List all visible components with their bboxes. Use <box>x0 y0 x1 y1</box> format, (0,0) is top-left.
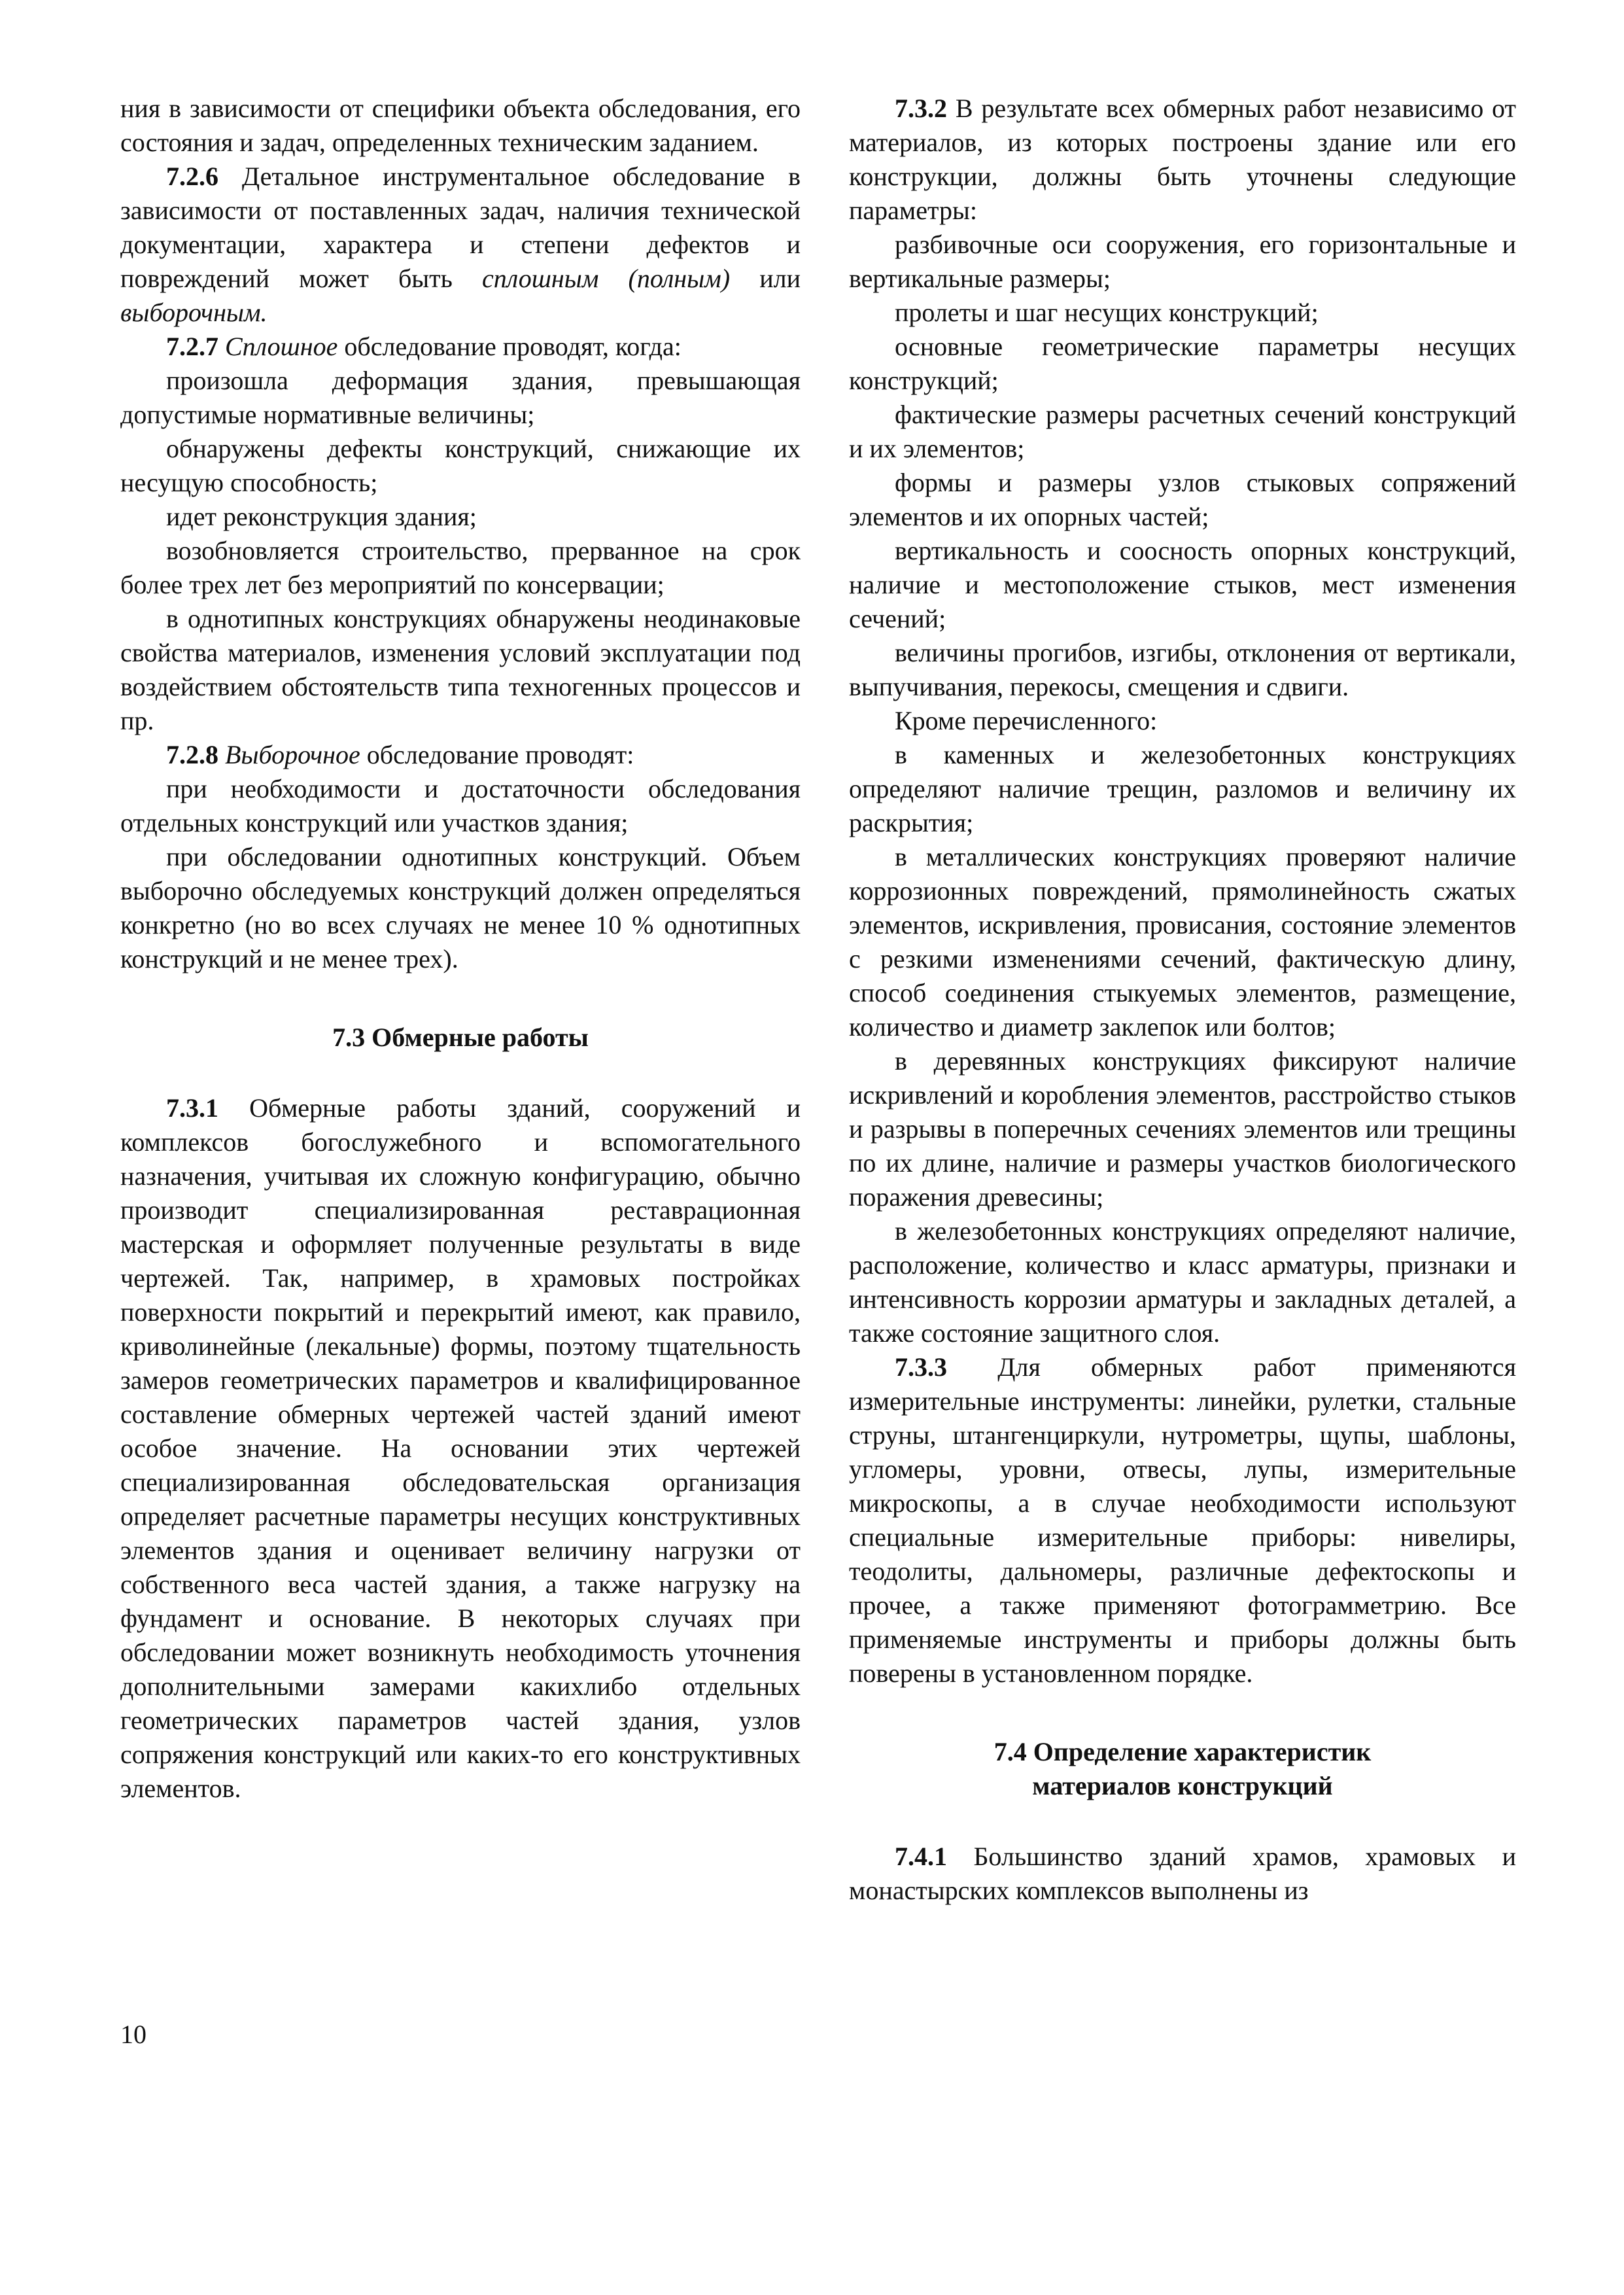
section-number: 7.3.2 <box>895 94 947 123</box>
emphasis-text: выборочным. <box>120 298 268 327</box>
page-number: 10 <box>120 2020 147 2049</box>
list-item: вертикальность и соосность опорных конструкций, наличие и местоположение стыков, мест изменения сечений; <box>849 536 1516 633</box>
emphasis-text: сплошным (полным) <box>482 264 731 293</box>
paragraph-7-2-6 <box>120 160 801 330</box>
paragraph-7-3-1 <box>120 1091 801 1806</box>
left-column <box>120 92 801 1806</box>
list-item: формы и размеры узлов стыковых сопряжений элементов и их опорных частей; <box>849 468 1516 531</box>
paragraph-7-3-2 <box>849 92 1516 228</box>
emphasis-text: Сплошное <box>218 332 338 361</box>
paragraph-text: Для обмерных работ применяются измерительные инструменты: линейки, рулетки, стальные струны, штангенциркули, нутрометры, щупы, шаблоны, угломеры, уровни, отвесы, лупы, измерительные микроскопы, а в случае необходимости используют специальные измерительные приборы: нивелиры, теодолиты, дальномеры, различные дефектоскопы и прочее, а также применяют фотограмметрию. Все применяемые инструменты и приборы должны быть поверены в установленном порядке. <box>849 1352 1516 1688</box>
list-item: в однотипных конструкциях обнаружены неодинаковые свойства материалов, изменения условий эксплуатации под воздействием обстоятельств типа техногенных процессов и пр. <box>120 604 801 735</box>
list-item: в металлических конструкциях проверяют наличие коррозионных повреждений, прямолинейность сжатых элементов, искривления, провисания, состояние элементов с резкими изменениями сечений, фактическую длину, способ соединения стыкуемых элементов, размещение, количество и диаметр заклепок или болтов; <box>849 842 1516 1042</box>
paragraph-text: Обмерные работы зданий, сооружений и комплексов богослужебного и вспомогательного назначения, учитывая их сложную конфигурацию, обычно производит специализированная реставрационная мастерская и оформляет полученные результаты в виде чертежей. Так, например, в храмовых постройках поверхности покрытий и перекрытий имеют, как правило, криволинейные (лекальные) формы, поэтому тщательность замеров геометрических параметров и квалифицированное составление обмерных чертежей частей зданий имеют особое значение. На основании этих чертежей специализированная обследовательская организация определяет расчетные параметры несущих конструктивных элементов здания и оценивает величину нагрузки от собственного веса частей здания, а также нагрузку на фундамент и основание. В некоторых случаях при обследовании может возникнуть необходимость уточнения дополнительными замерами какихлибо отдельных геометрических параметров частей здания, узлов сопряжения конструкций или каких-то его конструктивных элементов. <box>120 1093 801 1803</box>
list-item: обнаружены дефекты конструкций, снижающие их несущую способность; <box>120 434 801 497</box>
section-number: 7.3.3 <box>895 1352 947 1382</box>
paragraph: Кроме перечисленного: <box>895 706 1158 735</box>
section-number: 7.4.1 <box>895 1842 947 1871</box>
list-item: величины прогибов, изгибы, отклонения от вертикали, выпучивания, перекосы, смещения и сдвиги. <box>849 638 1516 701</box>
list-item: пролеты и шаг несущих конструкций; <box>895 298 1319 327</box>
list-item: в железобетонных конструкциях определяют наличие, расположение, количество и класс арматуры, признаки и интенсивность коррозии арматуры и закладных деталей, а также состояние защитного слоя. <box>849 1216 1516 1348</box>
list-item: произошла деформация здания, превышающая допустимые нормативные величины; <box>120 366 801 429</box>
list-item: возобновляется строительство, прерванное на срок более трех лет без мероприятий по консервации; <box>120 536 801 599</box>
heading-line: материалов конструкций <box>1032 1771 1333 1800</box>
list-item: в деревянных конструкциях фиксируют наличие искривлений и коробления элементов, расстройство стыков и разрывы в поперечных сечениях элементов или трещины по их длине, наличие и размеры участков биологического поражения древесины; <box>849 1046 1516 1212</box>
paragraph-7-2-7 <box>120 330 801 364</box>
list-item: в каменных и железобетонных конструкциях определяют наличие трещин, разломов и величину их раскрытия; <box>849 740 1516 837</box>
paragraph-text: В результате всех обмерных работ независимо от материалов, из которых построены здание или его конструкции, должны быть уточнены следующие параметры: <box>849 94 1516 225</box>
paragraph-text: обследование проводят, когда: <box>337 332 682 361</box>
list-item: разбивочные оси сооружения, его горизонтальные и вертикальные размеры; <box>849 230 1516 293</box>
list-item: фактические размеры расчетных сечений конструкций и их элементов; <box>849 400 1516 463</box>
emphasis-text: Выборочное <box>218 740 360 769</box>
list-item: основные геометрические параметры несущих конструкций; <box>849 332 1516 395</box>
section-heading-7-3: 7.3 Обмерные работы <box>332 1023 589 1052</box>
paragraph-text: обследование проводят: <box>360 740 634 769</box>
paragraph-text: Большинство зданий храмов, храмовых и монастырских комплексов выполнены из <box>849 1842 1516 1905</box>
section-number: 7.2.6 <box>166 162 218 191</box>
paragraph-7-4-1 <box>849 1840 1516 1908</box>
section-number: 7.2.7 <box>166 332 218 361</box>
paragraph-7-2-8 <box>120 738 801 772</box>
right-column <box>849 92 1516 1908</box>
section-heading-7-4 <box>849 1735 1516 1803</box>
list-item: идет реконструкция здания; <box>166 502 477 531</box>
paragraph: ния в зависимости от специфики объекта обследования, его состояния и задач, определенных техническим заданием. <box>120 94 801 157</box>
list-item: при необходимости и достаточности обследования отдельных конструкций или участков здания; <box>120 774 801 837</box>
list-item: при обследовании однотипных конструкций. Объем выборочно обследуемых конструкций должен определяться конкретно (но во всех случаях не менее 10 % однотипных конструкций и не менее трех). <box>120 842 801 973</box>
section-number: 7.2.8 <box>166 740 218 769</box>
paragraph-text: или <box>730 264 801 293</box>
section-number: 7.3.1 <box>166 1093 218 1123</box>
paragraph-text: Детальное инструментальное обследование в зависимости от поставленных задач, наличия технической документации, характера и степени дефектов и повреждений может быть <box>120 162 801 293</box>
paragraph-7-3-3 <box>849 1350 1516 1691</box>
heading-line: 7.4 Определение характеристик <box>993 1737 1372 1766</box>
